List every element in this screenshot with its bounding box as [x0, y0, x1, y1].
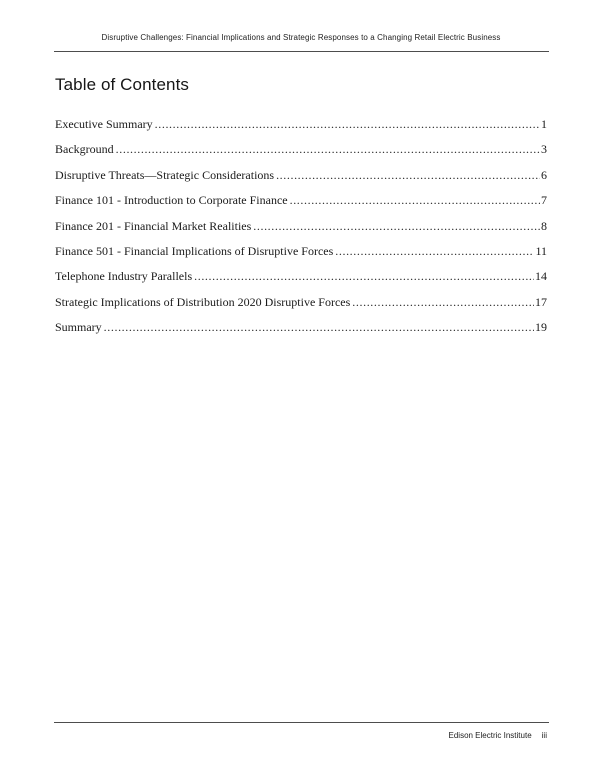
toc-entry-title: Finance 101 - Introduction to Corporate Finance — [55, 193, 288, 208]
header-rule — [54, 51, 549, 52]
toc-dot-leader — [253, 219, 540, 233]
toc-entry — [55, 244, 547, 258]
toc-heading: Table of Contents — [55, 75, 190, 94]
toc-dot-leader — [352, 295, 534, 309]
toc-entry-title: Telephone Industry Parallels — [55, 269, 193, 284]
toc-dot-leader — [194, 269, 534, 283]
running-header-title: Disruptive Challenges: Financial Implications and Strategic Responses to a Changing Retail Electric Business — [101, 33, 501, 42]
toc-entry-page: 1 — [541, 117, 547, 131]
page-footer — [55, 731, 547, 740]
toc-entry-page: 19 — [535, 320, 547, 335]
toc-entry-page: 6 — [541, 167, 547, 182]
toc-entry — [55, 320, 547, 334]
toc-entry-title: Background — [55, 142, 114, 157]
toc-dot-leader — [104, 320, 534, 334]
toc-entry-title: Disruptive Threats—Strategic Considerations — [55, 167, 275, 182]
toc-entry-page: 17 — [535, 294, 547, 309]
toc-entry-title: Finance 501 - Financial Implications of Disruptive Forces — [55, 243, 334, 258]
footer-organization: Edison Electric Institute — [448, 731, 532, 740]
footer-page-number: iii — [541, 731, 547, 740]
toc-entry — [55, 142, 547, 156]
toc-entry-page: 8 — [541, 218, 547, 233]
toc-dot-leader — [290, 193, 540, 207]
toc-dot-leader — [276, 168, 540, 182]
toc-entry-title: Summary — [55, 320, 102, 335]
toc-entry-page: 11 — [535, 243, 547, 258]
toc-entry — [55, 295, 547, 309]
toc-entry — [55, 117, 547, 131]
toc-entry — [55, 269, 547, 283]
toc-list — [55, 117, 547, 346]
toc-dot-leader — [155, 117, 540, 131]
toc-entry-page: 3 — [541, 142, 547, 157]
toc-entry-page: 7 — [541, 193, 547, 208]
toc-entry-page: 14 — [535, 269, 547, 284]
toc-entry-title: Executive Summary — [55, 117, 153, 131]
toc-entry — [55, 168, 547, 182]
toc-entry — [55, 193, 547, 207]
toc-dot-leader — [116, 142, 540, 156]
footer-rule — [54, 722, 549, 723]
toc-entry — [55, 219, 547, 233]
toc-entry-title: Finance 201 - Financial Market Realities — [55, 218, 252, 233]
toc-entry-title: Strategic Implications of Distribution 2020 Disruptive Forces — [55, 294, 351, 309]
toc-dot-leader — [335, 244, 534, 258]
